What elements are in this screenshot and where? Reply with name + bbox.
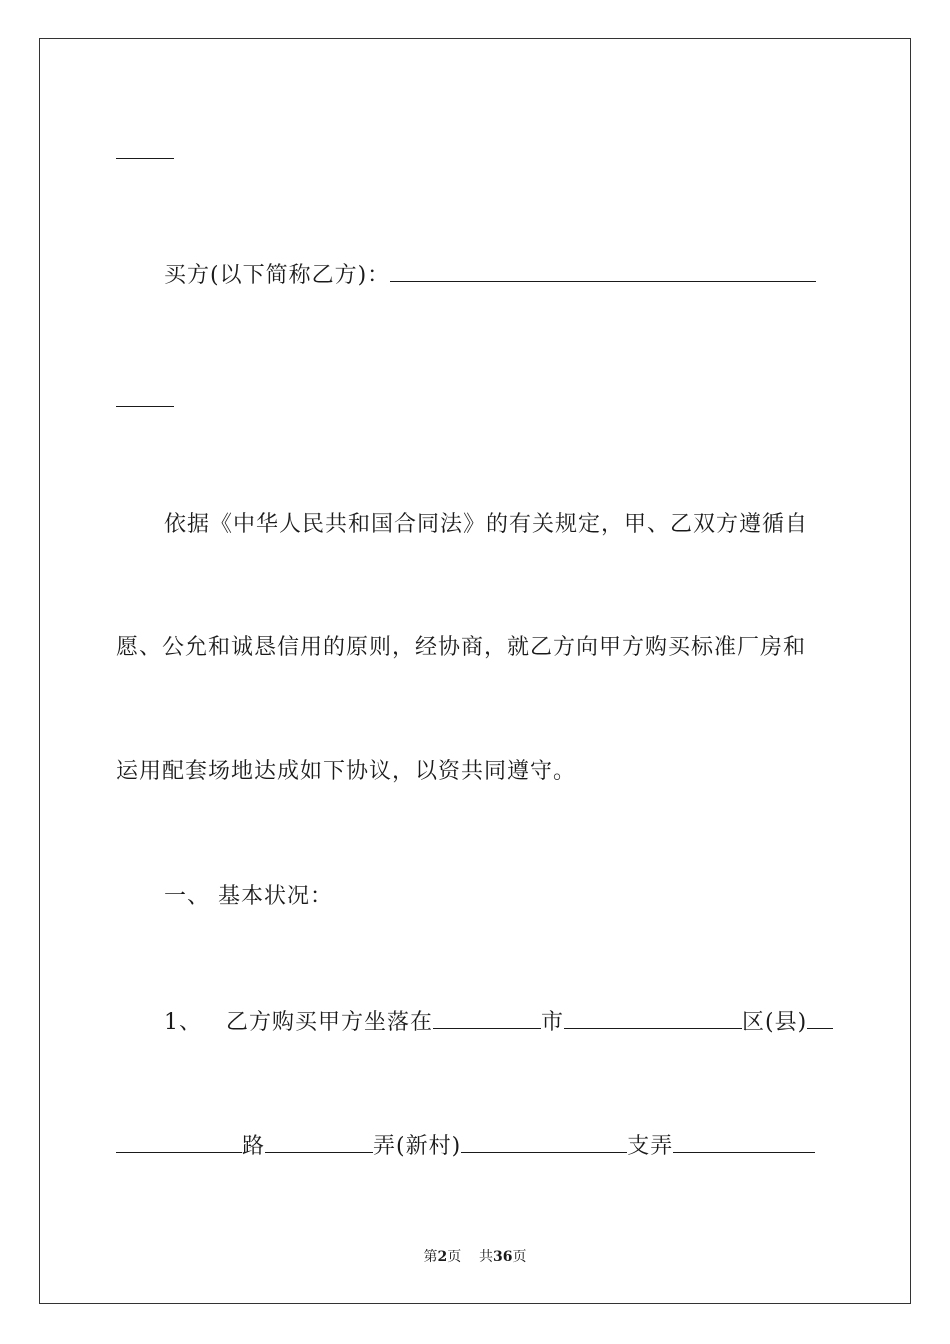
page-footer	[0, 1247, 950, 1267]
page-border	[39, 38, 911, 1304]
section-heading: 一、 基本状况：	[164, 884, 333, 909]
footer-page-number: 2	[437, 1249, 448, 1265]
item-text: 弄(新村)	[373, 1134, 462, 1159]
item-1-line-2	[116, 1130, 815, 1162]
buyer-blank-continuation[interactable]	[116, 406, 174, 407]
item-text: 市	[541, 1010, 565, 1035]
buyer-name-blank[interactable]	[390, 259, 816, 282]
sublane-blank[interactable]	[673, 1130, 815, 1153]
paragraph-line: 愿、公允和诚恳信用的原则，经协商，就乙方向甲方购买标准厂房和	[116, 635, 807, 660]
district-blank[interactable]	[564, 1006, 742, 1029]
footer-page-prefix: 第	[423, 1249, 438, 1265]
item-number: 1、	[164, 1010, 202, 1035]
buyer-line	[164, 259, 816, 291]
footer-total-pages: 36	[493, 1249, 513, 1265]
paragraph-line: 运用配套场地达成如下协议，以资共同遵守。	[116, 759, 577, 784]
village-blank[interactable]	[461, 1130, 627, 1153]
footer-total-suffix: 页	[512, 1249, 527, 1265]
footer-page-suffix: 页	[447, 1249, 462, 1265]
road-blank[interactable]	[116, 1130, 242, 1153]
item-1-line-1	[164, 1006, 833, 1038]
city-blank[interactable]	[433, 1006, 541, 1029]
item-text: 区(县)	[742, 1010, 808, 1035]
footer-total-prefix: 共	[479, 1249, 494, 1265]
seller-blank-continuation[interactable]	[116, 158, 174, 159]
item-text: 乙方购买甲方坐落在	[226, 1010, 434, 1035]
paragraph-line: 依据《中华人民共和国合同法》的有关规定，甲、乙双方遵循自	[164, 512, 809, 537]
lane-blank[interactable]	[265, 1130, 373, 1153]
item-text: 支弄	[627, 1134, 674, 1159]
road-blank-start[interactable]	[807, 1006, 833, 1029]
item-text: 路	[242, 1134, 266, 1159]
buyer-label: 买方(以下简称乙方)：	[164, 263, 391, 288]
